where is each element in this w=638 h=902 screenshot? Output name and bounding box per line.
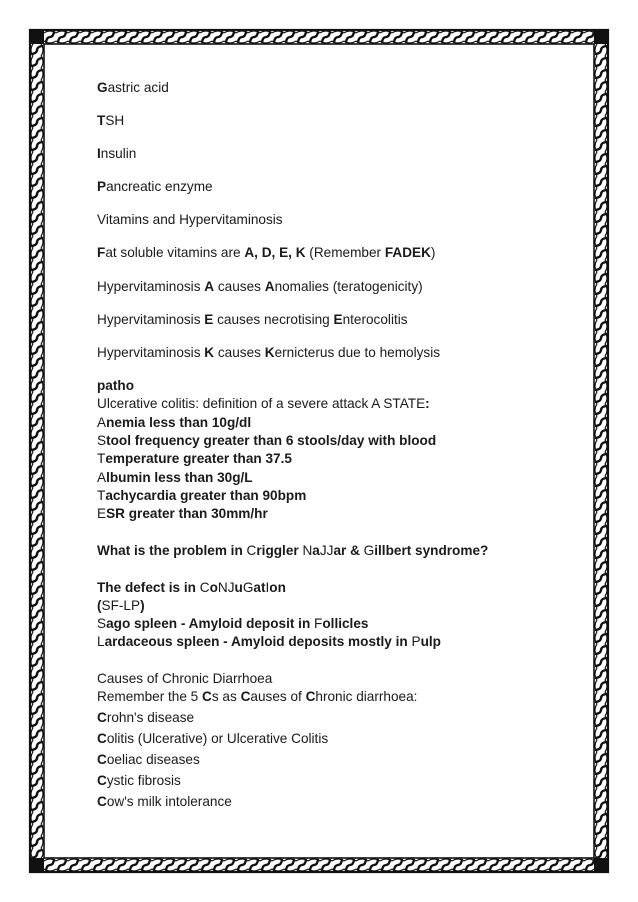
text-segment: ar &	[333, 543, 364, 558]
text-segment: astric acid	[107, 80, 169, 95]
text-segment: ancreatic enzyme	[106, 179, 213, 194]
text-segment: A	[97, 470, 107, 485]
text-segment: FADEK	[384, 245, 431, 260]
text-line	[97, 80, 169, 96]
text-segment: ulp	[420, 634, 441, 649]
text-segment: a	[312, 543, 320, 558]
text-segment: G	[97, 80, 108, 95]
text-segment: A	[97, 415, 107, 430]
text-segment: C	[305, 689, 316, 704]
text-segment: JJ	[319, 543, 334, 558]
text-segment: illbert syndrome?	[374, 543, 489, 558]
text-segment: C	[246, 543, 257, 558]
text-segment: SF-LP	[101, 598, 141, 613]
text-segment: A	[204, 279, 215, 294]
text-segment: nemia less than 10g/dl	[106, 415, 252, 430]
text-segment: rohn's disease	[106, 710, 195, 725]
text-segment: K	[264, 345, 275, 360]
text-line	[97, 506, 268, 522]
text-segment: K	[204, 345, 215, 360]
text-line	[97, 212, 283, 228]
text-segment: ernicterus due to hemolysis	[274, 345, 441, 360]
text-line	[97, 671, 272, 687]
text-segment: Remember the 5	[97, 689, 203, 704]
text-segment: at soluble vitamins are	[105, 245, 245, 260]
text-segment: u	[234, 580, 243, 595]
text-segment: )	[140, 598, 145, 613]
text-line	[97, 580, 286, 596]
text-segment: Vitamins and Hypervitaminosis	[97, 212, 283, 227]
text-segment: Hypervitaminosis	[97, 312, 205, 327]
text-line	[97, 245, 435, 261]
text-line	[97, 794, 232, 810]
text-segment: N	[302, 543, 313, 558]
text-line	[97, 415, 251, 431]
text-segment: auses of	[250, 689, 306, 704]
text-segment: causes	[214, 345, 265, 360]
text-segment: E	[204, 312, 214, 327]
text-segment: C	[97, 773, 107, 788]
text-segment: ollicles	[322, 616, 369, 631]
text-segment: s as	[211, 689, 241, 704]
text-line	[97, 396, 430, 412]
text-segment: ago spleen - Amyloid deposit in	[106, 616, 315, 631]
text-segment: E	[97, 506, 107, 521]
text-segment: tool frequency greater than 6 stools/day with blood	[106, 433, 437, 448]
text-segment: I	[265, 580, 270, 595]
text-segment: olitis (Ulcerative) or Ulcerative Colitis	[106, 731, 329, 746]
text-segment: C	[202, 689, 212, 704]
text-segment: nsulin	[100, 146, 137, 161]
text-segment: C	[97, 731, 107, 746]
text-segment: SR greater than 30mm/hr	[106, 506, 268, 521]
text-segment: The defect is in	[97, 580, 200, 595]
text-segment: )	[430, 245, 436, 260]
text-line	[97, 731, 328, 747]
text-segment: on	[269, 580, 286, 595]
text-segment: Causes of Chronic Diarrhoea	[97, 671, 273, 686]
text-line	[97, 710, 194, 726]
text-line	[97, 451, 292, 467]
text-segment: P	[97, 179, 107, 194]
text-segment: A	[264, 279, 275, 294]
text-line	[97, 634, 441, 650]
text-segment: causes necrotising	[213, 312, 334, 327]
text-segment: F	[314, 616, 323, 631]
text-line	[97, 598, 145, 614]
text-segment: T	[97, 488, 106, 503]
text-segment: I	[97, 146, 101, 161]
text-segment: S	[97, 616, 107, 631]
text-segment: C	[199, 580, 210, 595]
text-line	[97, 773, 181, 789]
text-segment: C	[97, 794, 107, 809]
text-segment: E	[333, 312, 343, 327]
text-segment: F	[97, 245, 106, 260]
text-segment: P	[411, 634, 421, 649]
text-segment: emperature greater than 37.5	[105, 451, 292, 466]
text-segment: ystic fibrosis	[106, 773, 181, 788]
text-segment: o	[209, 580, 218, 595]
text-segment: nomalies (teratogenicity)	[274, 279, 423, 294]
text-segment: :	[425, 396, 430, 411]
text-segment: (	[97, 598, 102, 613]
text-line	[97, 179, 213, 195]
text-segment: riggler	[256, 543, 303, 558]
text-line	[97, 752, 200, 768]
text-segment: SH	[105, 113, 125, 128]
text-segment: A, D, E, K	[244, 245, 306, 260]
text-segment: Hypervitaminosis	[97, 279, 205, 294]
text-segment: oeliac diseases	[106, 752, 200, 767]
text-segment: (Remember	[305, 245, 385, 260]
text-segment: S	[97, 433, 107, 448]
text-segment: C	[240, 689, 251, 704]
text-segment: T	[97, 113, 106, 128]
text-segment: What is the problem in	[97, 543, 247, 558]
text-segment: L	[97, 634, 105, 649]
text-line	[97, 433, 436, 449]
text-line	[97, 312, 408, 328]
text-segment: nterocolitis	[342, 312, 408, 327]
text-segment: at	[253, 580, 266, 595]
text-segment: lbumin less than 30g/L	[106, 470, 253, 485]
text-segment: G	[242, 580, 254, 595]
text-segment: patho	[97, 378, 134, 393]
text-segment: hronic diarrhoea:	[315, 689, 418, 704]
text-segment: ow's milk intolerance	[106, 794, 232, 809]
text-segment: Hypervitaminosis	[97, 345, 205, 360]
text-line	[97, 470, 253, 486]
text-line	[97, 279, 423, 295]
text-segment: NJ	[217, 580, 235, 595]
text-segment: ardaceous spleen - Amyloid deposits mostly in	[104, 634, 412, 649]
text-line	[97, 543, 488, 559]
text-line	[97, 146, 136, 162]
text-segment: Ulcerative colitis: definition of a severe attack A STATE	[97, 396, 426, 411]
text-line	[97, 378, 134, 394]
text-line	[97, 345, 440, 361]
text-segment: T	[97, 451, 106, 466]
text-segment: C	[97, 710, 107, 725]
text-line	[97, 689, 417, 705]
text-line	[97, 488, 306, 504]
text-segment: causes	[214, 279, 265, 294]
text-segment: C	[97, 752, 107, 767]
text-line	[97, 113, 124, 129]
text-segment: G	[363, 543, 375, 558]
text-segment: achycardia greater than 90bpm	[105, 488, 307, 503]
text-line	[97, 616, 368, 632]
